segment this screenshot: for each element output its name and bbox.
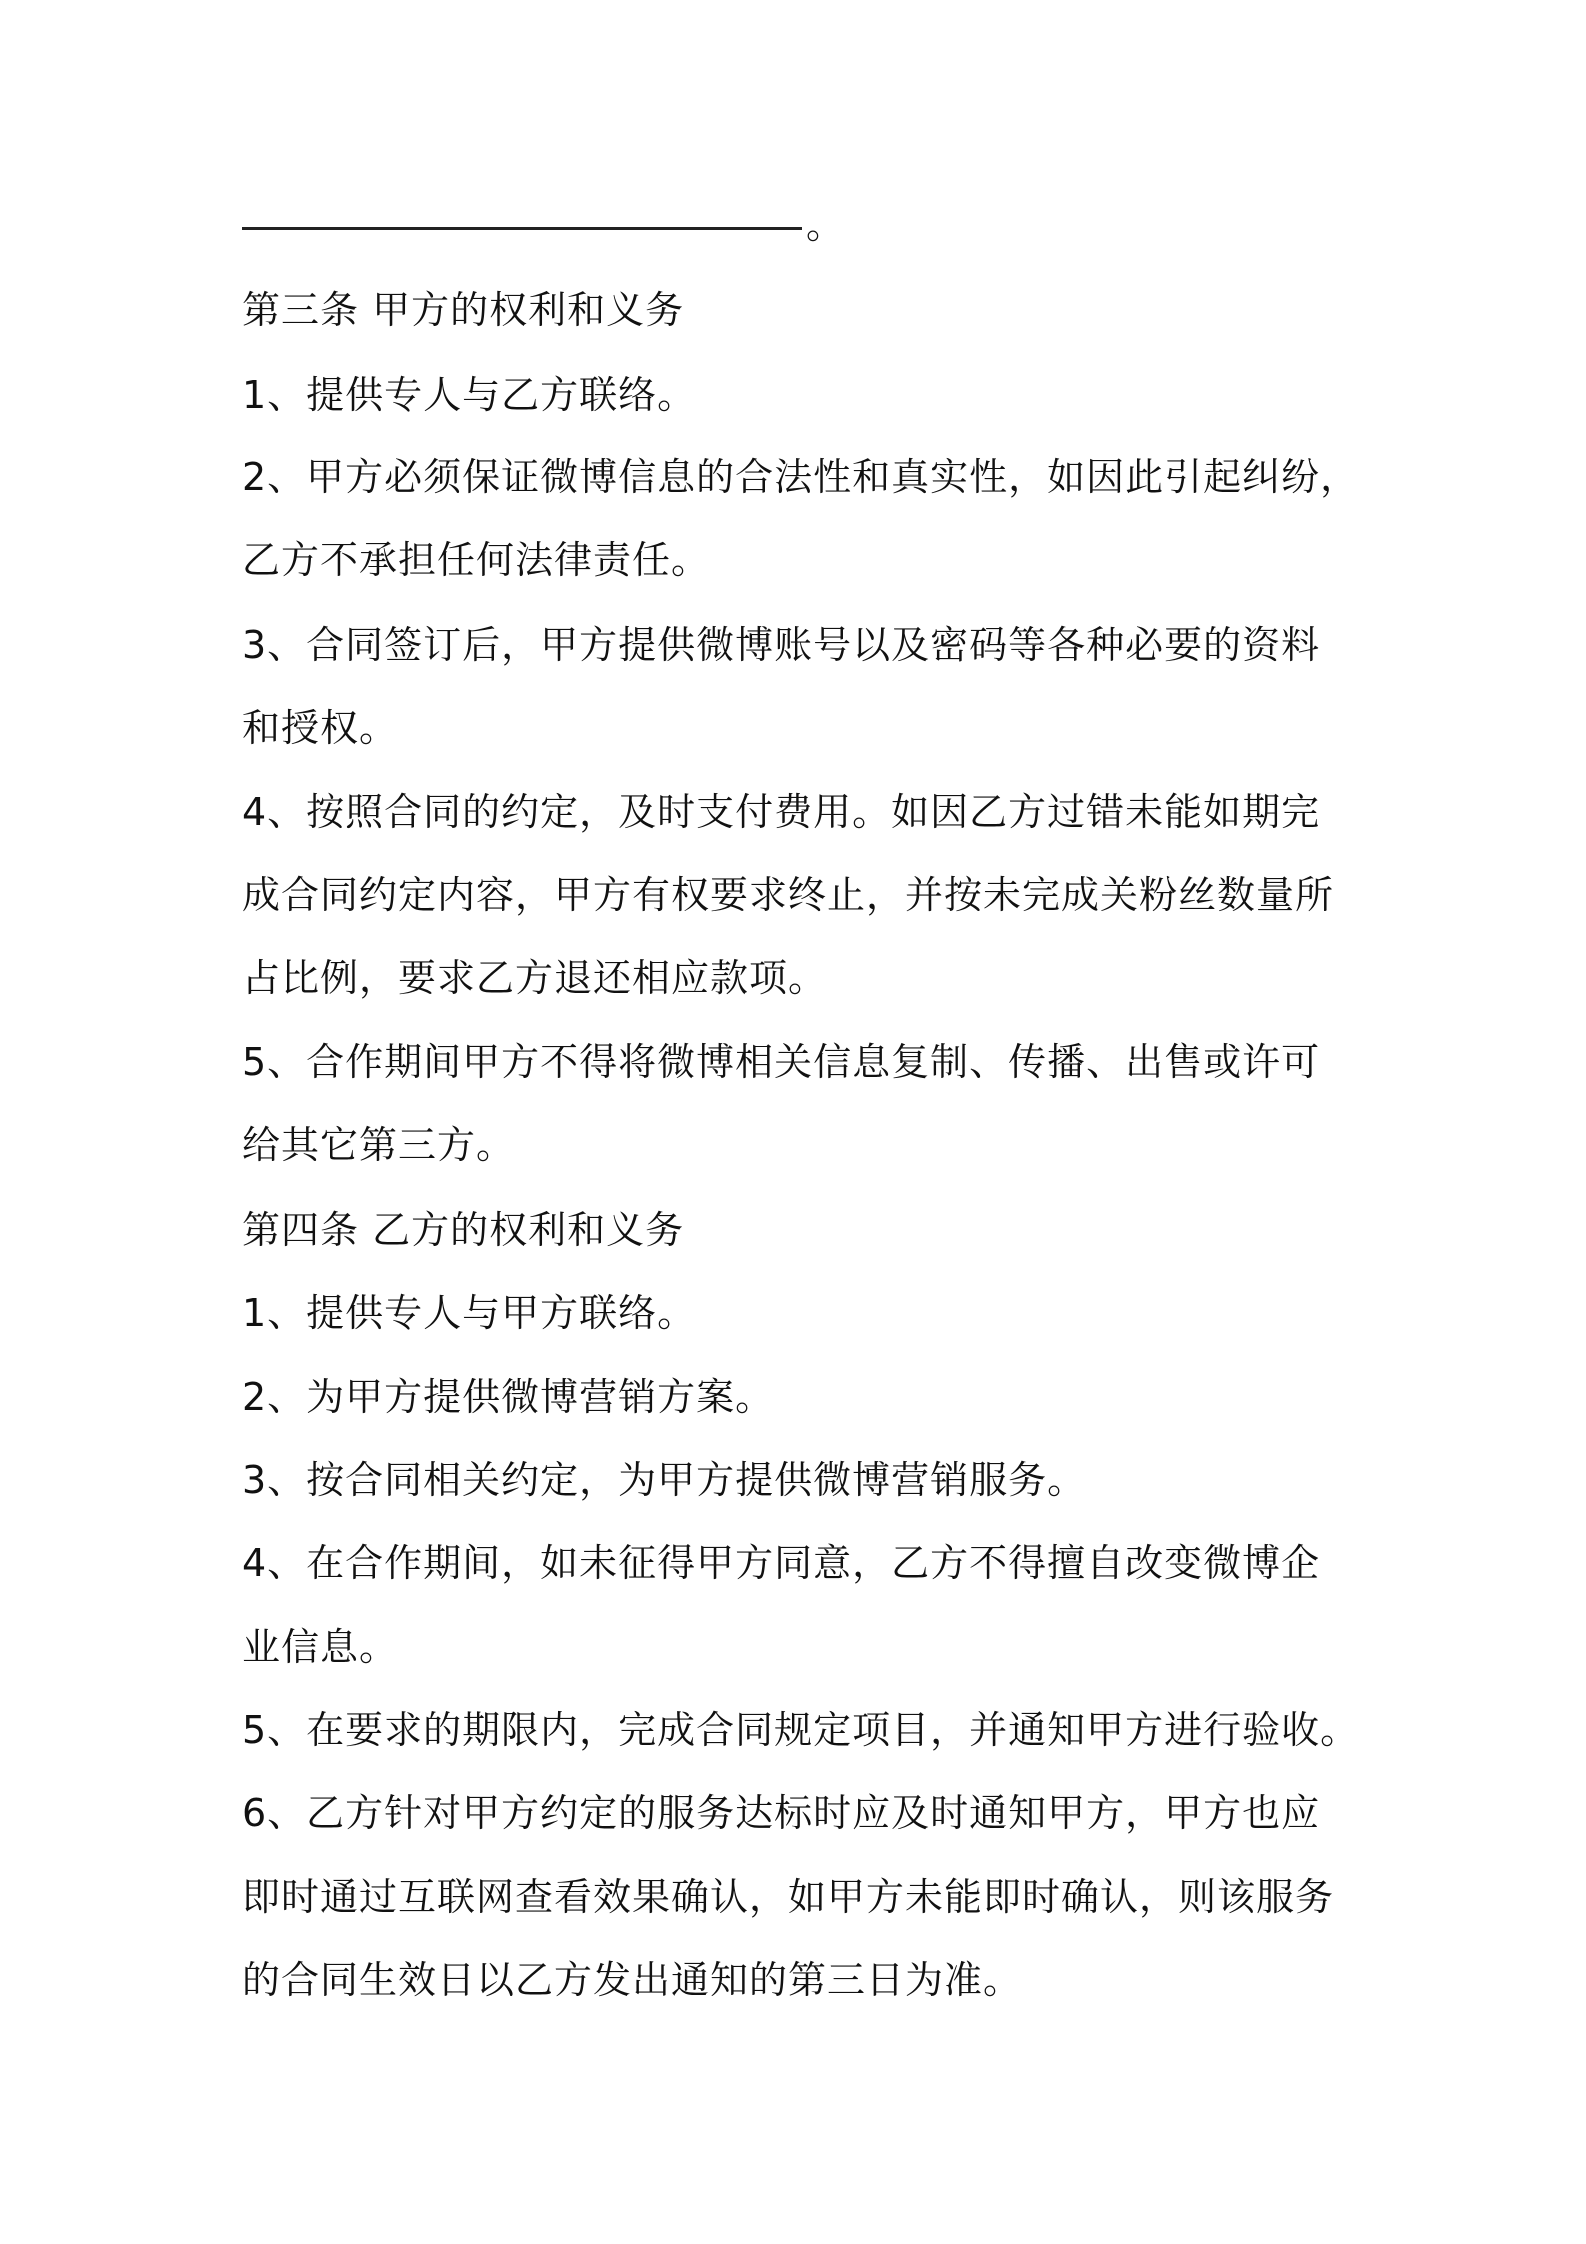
clause-line: 的合同生效日以乙方发出通知的第三日为准。 [242, 1958, 1023, 2002]
clause-line: 3、合同签订后，甲方提供微博账号以及密码等各种必要的资料 [242, 623, 1321, 667]
clause-line: 2、为甲方提供微博营销方案。 [242, 1375, 775, 1419]
section-heading-article-4: 第四条 乙方的权利和义务 [242, 1208, 685, 1252]
clause-line: 给其它第三方。 [242, 1123, 516, 1167]
clause-line: 5、合作期间甲方不得将微博相关信息复制、传播、出售或许可 [242, 1040, 1321, 1084]
clause-line: 和授权。 [242, 706, 399, 750]
clause-line: 1、提供专人与甲方联络。 [242, 1291, 697, 1335]
clause-line: 乙方不承担任何法律责任。 [242, 538, 711, 582]
clause-line: 即时通过互联网查看效果确认，如甲方未能即时确认，则该服务 [242, 1875, 1335, 1919]
clause-line: 4、按照合同的约定，及时支付费用。如因乙方过错未能如期完 [242, 790, 1321, 834]
fill-in-blank-line [242, 227, 802, 230]
clause-line: 6、乙方针对甲方约定的服务达标时应及时通知甲方，甲方也应 [242, 1791, 1321, 1835]
clause-line: 占比例，要求乙方退还相应款项。 [242, 956, 828, 1000]
clause-line: 1、提供专人与乙方联络。 [242, 373, 697, 417]
clause-line: 成合同约定内容，甲方有权要求终止，并按未完成关粉丝数量所 [242, 873, 1335, 917]
clause-line: 5、在要求的期限内，完成合同规定项目，并通知甲方进行验收。 [242, 1708, 1360, 1752]
blank-line-period: 。 [806, 203, 845, 247]
clause-line: 2、甲方必须保证微博信息的合法性和真实性，如因此引起纠纷， [242, 455, 1360, 499]
clause-line: 4、在合作期间，如未征得甲方同意，乙方不得擅自改变微博企 [242, 1541, 1321, 1585]
clause-line: 3、按合同相关约定，为甲方提供微博营销服务。 [242, 1458, 1087, 1502]
section-heading-article-3: 第三条 甲方的权利和义务 [242, 288, 685, 332]
clause-line: 业信息。 [242, 1625, 399, 1669]
